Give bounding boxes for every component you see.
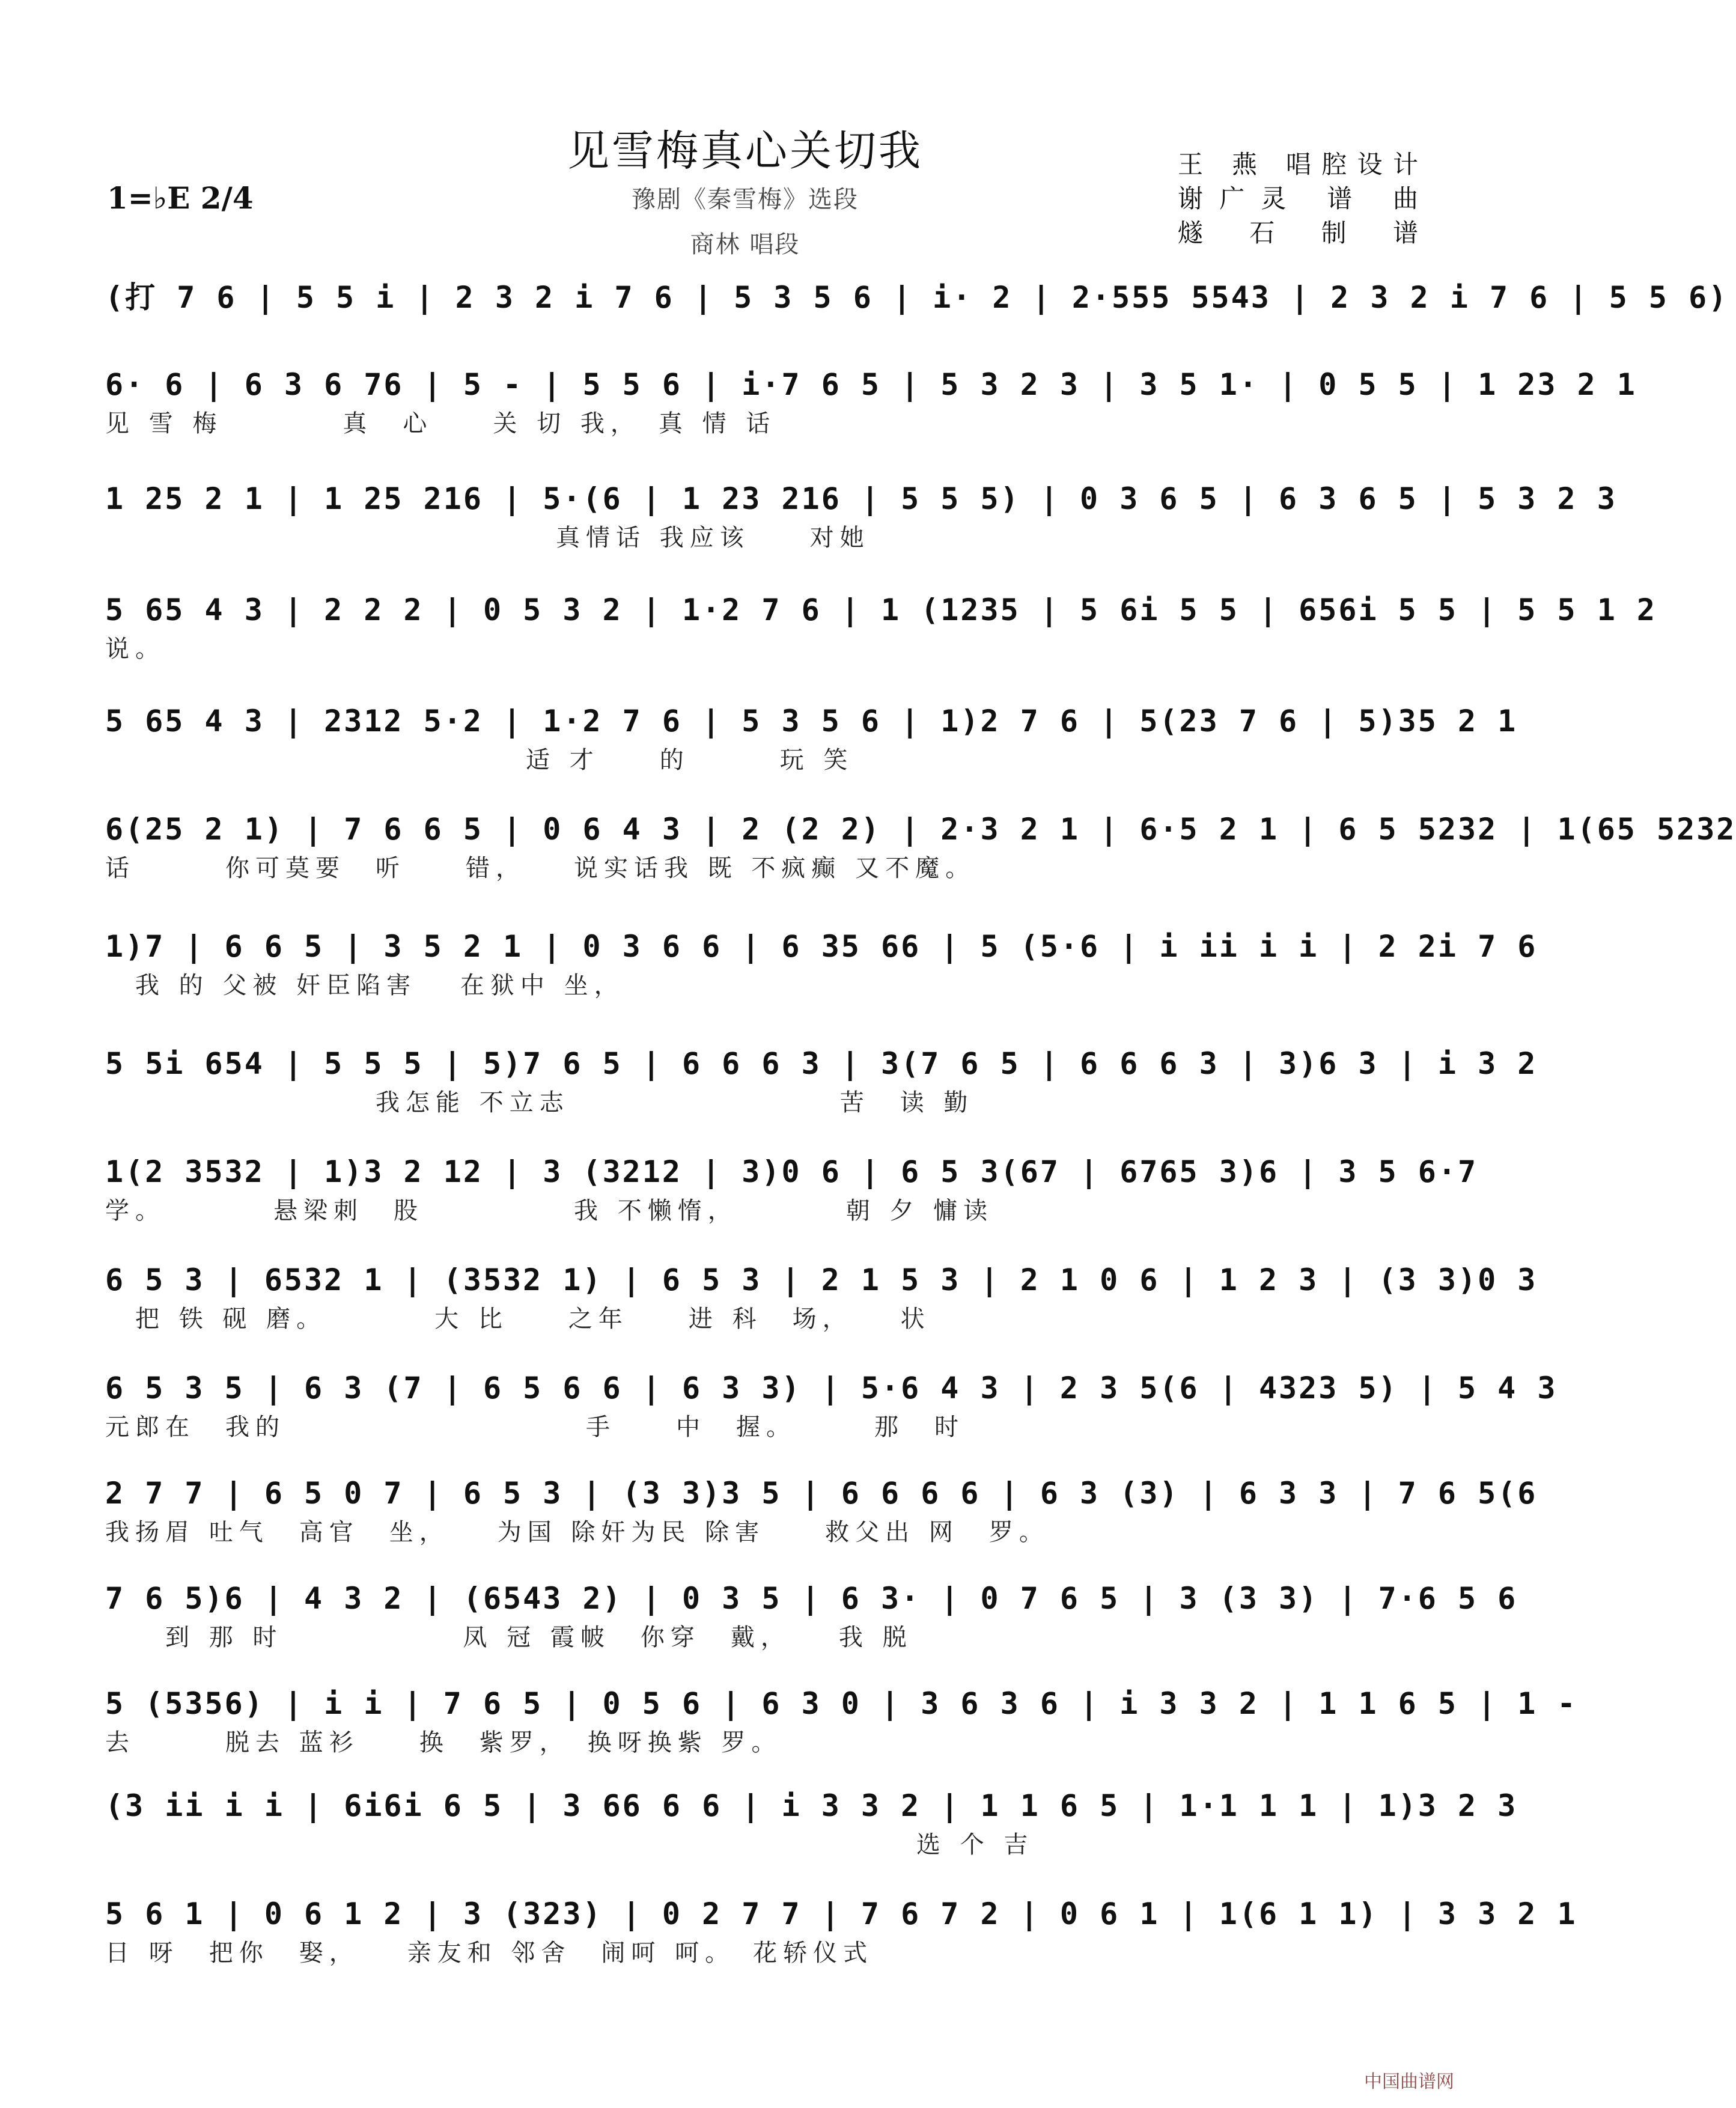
lyrics-line: 我 的 父被 奸臣陷害 在狱中 坐， — [105, 972, 624, 999]
notation-line: 5 65 4 3 | 2 2 2 | 0 5 3 2 | 1·2 7 6 | 1 (1235 | 5 6i 5 5 | 656i 5 5 | 5 5 1 2 — [105, 592, 1657, 627]
watermark: 中国曲谱网 — [1364, 2071, 1454, 2092]
notation-line: (3 ii i i | 6i6i 6 5 | 3 66 6 6 | i 3 3 2 | 1 1 6 5 | 1·1 1 1 | 1)3 2 3 — [105, 1788, 1518, 1823]
singer-label: 商林 唱段 — [690, 231, 800, 258]
lyrics-line — [105, 318, 1409, 355]
lyrics-line: 到 那 时 凤 冠 霞帔 你穿 戴， 我 脱 — [105, 1624, 913, 1651]
lyrics-line: 去 脱去 蓝衫 换 紫罗， 换呀换紫 罗。 — [105, 1729, 782, 1756]
lyrics-line: 适 才 的 玩 笑 — [105, 746, 854, 774]
notation-line: 1(2 3532 | 1)3 2 12 | 3 (3212 | 3)0 6 | 6 5 3(67 | 6765 3)6 | 3 5 6·7 — [105, 1154, 1478, 1189]
notation-line: 7 6 5)6 | 4 3 2 | (6543 2) | 0 3 5 | 6 3· | 0 7 6 5 | 3 (3 3) | 7·6 5 6 — [105, 1581, 1518, 1616]
notation-line: 5 (5356) | i i | 7 6 5 | 0 5 6 | 6 3 0 | 3 6 3 6 | i 3 3 2 | 1 1 6 5 | 1 - — [105, 1686, 1577, 1721]
score-row — [105, 276, 1729, 355]
notation-line: 2 7 7 | 6 5 0 7 | 6 5 3 | (3 3)3 5 | 6 6 6 6 | 6 3 (3) | 6 3 3 | 7 6 5(6 — [105, 1476, 1538, 1511]
lyrics-line: 见 雪 梅 真 心 关 切 我， 真 情 话 — [105, 410, 776, 437]
credit-designer: 王 燕 唱腔设计 — [1178, 150, 1418, 179]
score-row — [105, 364, 1637, 442]
notation-line: 6· 6 | 6 3 6 76 | 5 - | 5 5 6 | i·7 6 5 | 5 3 2 3 | 3 5 1· | 0 5 5 | 1 23 2 1 — [105, 367, 1637, 402]
notation-line: (打 7 6 | 5 5 i | 2 3 2 i 7 6 | 5 3 5 6 | i· 2 | 2·555 5543 | 2 3 2 i 7 6 | 5 5 6) — [105, 280, 1729, 315]
score-row — [105, 1259, 1538, 1337]
score-row — [105, 1785, 1518, 1863]
lyrics-line: 元郎在 我的 手 中 握。 那 时 — [105, 1413, 964, 1441]
score-row — [105, 1893, 1577, 1971]
score-row — [105, 808, 1736, 886]
lyrics-line: 选 个 吉 — [105, 1831, 1034, 1859]
score-row — [105, 1577, 1518, 1656]
lyrics-line: 学。 悬梁刺 股 我 不懒惰， 朝 夕 慵读 — [105, 1197, 994, 1225]
notation-line: 6 5 3 5 | 6 3 (7 | 6 5 6 6 | 6 3 3) | 5·6 4 3 | 2 3 5(6 | 4323 5) | 5 4 3 — [105, 1371, 1558, 1406]
lyrics-line: 说。 — [105, 635, 165, 663]
lyrics-line: 真情话 我应该 对她 — [105, 524, 870, 552]
notation-line: 1)7 | 6 6 5 | 3 5 2 1 | 0 3 6 6 | 6 35 66 | 5 (5·6 | i ii i i | 2 2i 7 6 — [105, 929, 1538, 964]
credit-transcriber: 燧 石 制 谱 — [1178, 218, 1418, 248]
score-row — [105, 1367, 1558, 1445]
notation-line: 5 5i 654 | 5 5 5 | 5)7 6 5 | 6 6 6 3 | 3(7 6 5 | 6 6 6 3 | 3)6 3 | i 3 2 — [105, 1046, 1538, 1081]
notation-line: 6 5 3 | 6532 1 | (3532 1) | 6 5 3 | 2 1 5 3 | 2 1 0 6 | 1 2 3 | (3 3)0 3 — [105, 1263, 1538, 1297]
score-row — [105, 478, 1617, 556]
score-row — [105, 1472, 1538, 1550]
credits — [1178, 147, 1418, 250]
key-signature: 1=♭E 2/4 — [107, 180, 254, 216]
lyrics-line: 日 呀 把你 娶， 亲友和 邻舍 闹呵 呵。 花轿仪式 — [105, 1939, 874, 1967]
subtitle: 豫剧《秦雪梅》选段 — [632, 186, 859, 213]
credit-composer: 谢广灵 谱 曲 — [1178, 184, 1418, 213]
notation-line: 6(25 2 1) | 7 6 6 5 | 0 6 4 3 | 2 (2 2) | 2·3 2 1 | 6·5 2 1 | 6 5 5232 | 1(65 5232 — [105, 812, 1736, 847]
lyrics-line: 话 你可莫要 听 错， 说实话我 既 不疯癫 又不魔。 — [105, 854, 976, 882]
notation-line: 5 6 1 | 0 6 1 2 | 3 (323) | 0 2 7 7 | 7 6 7 2 | 0 6 1 | 1(6 1 1) | 3 3 2 1 — [105, 1896, 1577, 1931]
score-row — [105, 1043, 1538, 1121]
lyrics-line: 把 铁 砚 磨。 大 比 之年 进 科 场， 状 — [105, 1305, 931, 1333]
score-row — [105, 1683, 1577, 1761]
lyrics-line: 我怎能 不立志 苦 读 勤 — [105, 1089, 974, 1116]
score-row — [105, 589, 1657, 667]
notation-line: 5 65 4 3 | 2312 5·2 | 1·2 7 6 | 5 3 5 6 | 1)2 7 6 | 5(23 7 6 | 5)35 2 1 — [105, 704, 1518, 739]
notation-line: 1 25 2 1 | 1 25 216 | 5·(6 | 1 23 216 | 5 5 5) | 0 3 6 5 | 6 3 6 5 | 5 3 2 3 — [105, 481, 1617, 516]
lyrics-line: 我扬眉 吐气 高官 坐， 为国 除奸为民 除害 救父出 网 罗。 — [105, 1519, 1049, 1546]
score-row — [105, 700, 1518, 778]
score-row — [105, 925, 1538, 1004]
page-title: 见雪梅真心关切我 — [567, 126, 923, 175]
score-row — [105, 1151, 1478, 1229]
